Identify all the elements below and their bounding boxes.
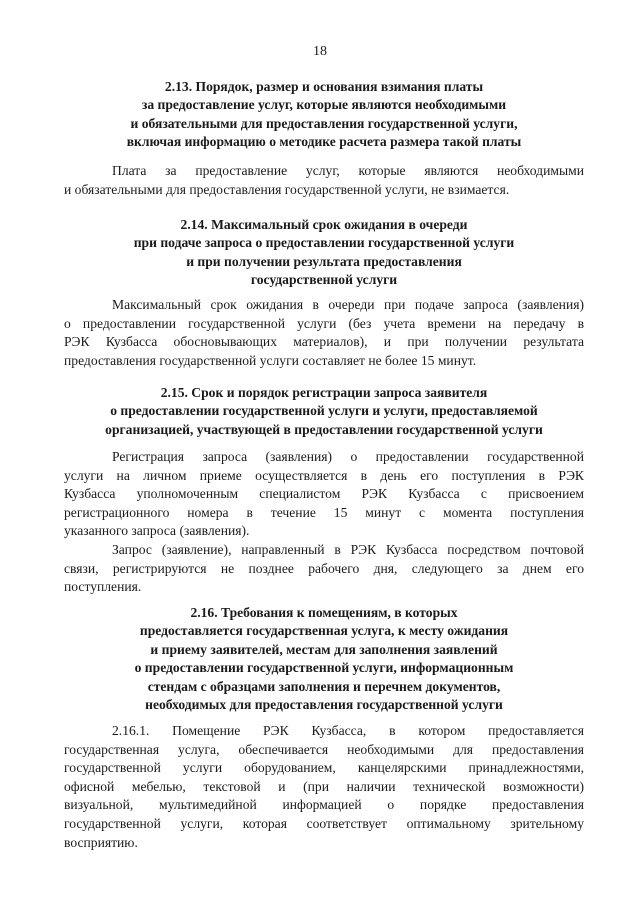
heading-line: организацией, участвующей в предоставлении государственной услуги	[105, 421, 543, 437]
text-line: Максимальный срок ожидания в очереди при подаче запроса (заявления)	[112, 297, 584, 312]
text-line: Регистрация запроса (заявления) о предоставлении государственной	[112, 449, 584, 464]
heading-line: необходимых для предоставления государственной услуги	[145, 697, 503, 713]
heading-line: предоставляется государственная услуга, к месту ожидания	[139, 623, 509, 639]
section-2-13-text	[64, 162, 584, 199]
section-2-15-text	[64, 448, 584, 597]
text-line: государственной услуги оборудованием, канцелярскими принадлежностями,	[64, 760, 584, 776]
text-line: связи, регистрируются не позднее рабочего дня, следующего за днем его	[64, 560, 584, 576]
heading-line: о предоставлении государственной услуги, информационным	[134, 660, 514, 676]
section-heading	[64, 384, 584, 439]
text-line: визуальной, мультимедийной информацией о порядке предоставления	[64, 797, 584, 813]
heading-line: стендам с образцами заполнения и перечнем документов,	[147, 678, 501, 694]
section-2-14-text	[64, 296, 584, 370]
text-line: и обязательными для предоставления государственной услуги, не взимается.	[64, 181, 510, 197]
heading-line: при подаче запроса о предоставлении государственной услуги	[133, 235, 515, 251]
heading-line: о предоставлении государственной услуги и услуги, предоставляемой	[110, 403, 538, 419]
paragraph	[64, 448, 584, 541]
paragraph	[64, 722, 584, 852]
text-line: Запрос (заявление), направленный в РЭК Кузбасса посредством почтовой	[112, 541, 584, 557]
heading-line: 2.15. Срок и порядок регистрации запроса заявителя	[160, 385, 488, 400]
heading-line: и приему заявителей, местам для заполнения заявлений	[150, 641, 498, 657]
section-2-16-text	[64, 722, 584, 852]
text-line: РЭК Кузбасса обосновывающих материалов), и при получении результата	[64, 334, 584, 350]
paragraph	[64, 162, 584, 199]
heading-line: за предоставление услуг, которые являются необходимыми	[141, 97, 507, 113]
section-heading	[64, 216, 584, 290]
section-heading	[64, 78, 584, 152]
text-line: государственной услуги, которая соответствует оптимальному зрительному	[64, 815, 584, 831]
text-line: восприятию.	[64, 834, 138, 850]
text-line: услуги на личном приеме осуществляется в день его поступления в РЭК	[64, 467, 584, 483]
heading-line: и при получении результата предоставления	[186, 253, 462, 269]
heading-line: 2.14. Максимальный срок ожидания в очереди	[180, 217, 468, 232]
heading-line: включая информацию о методике расчета размера такой платы	[126, 134, 522, 150]
heading-line: и обязательными для предоставления государственной услуги,	[130, 115, 518, 131]
section-2-14	[64, 216, 584, 290]
text-line: поступления.	[64, 579, 142, 595]
text-line: Кузбасса уполномоченным специалистом РЭК Кузбасса с присвоением	[64, 486, 584, 502]
heading-line: 2.16. Требования к помещениям, в которых	[190, 605, 458, 620]
text-line: предоставления государственной услуги составляет не более 15 минут.	[64, 352, 477, 368]
text-line: офисной мебелью, текстовой и (при наличии технической возможности)	[64, 778, 584, 794]
heading-line: 2.13. Порядок, размер и основания взимания платы	[164, 79, 484, 94]
heading-line: государственной услуги	[250, 272, 398, 288]
text-line: указанного запроса (заявления).	[64, 523, 250, 539]
page-number: 18	[313, 44, 327, 59]
paragraph	[64, 541, 584, 597]
section-heading	[64, 604, 584, 714]
section-2-13	[64, 78, 584, 152]
paragraph	[64, 296, 584, 370]
section-2-16	[64, 604, 584, 714]
section-2-15	[64, 384, 584, 439]
text-line: государственная услуга, обеспечивается необходимыми для предоставления	[64, 741, 584, 757]
text-line: Плата за предоставление услуг, которые являются необходимыми	[112, 163, 584, 178]
text-line: 2.16.1. Помещение РЭК Кузбасса, в котором предоставляется	[112, 723, 584, 738]
text-line: о предоставлении государственной услуги (без учета времени на передачу в	[64, 315, 584, 331]
text-line: регистрационного номера в течение 15 минут с момента поступления	[64, 504, 584, 520]
